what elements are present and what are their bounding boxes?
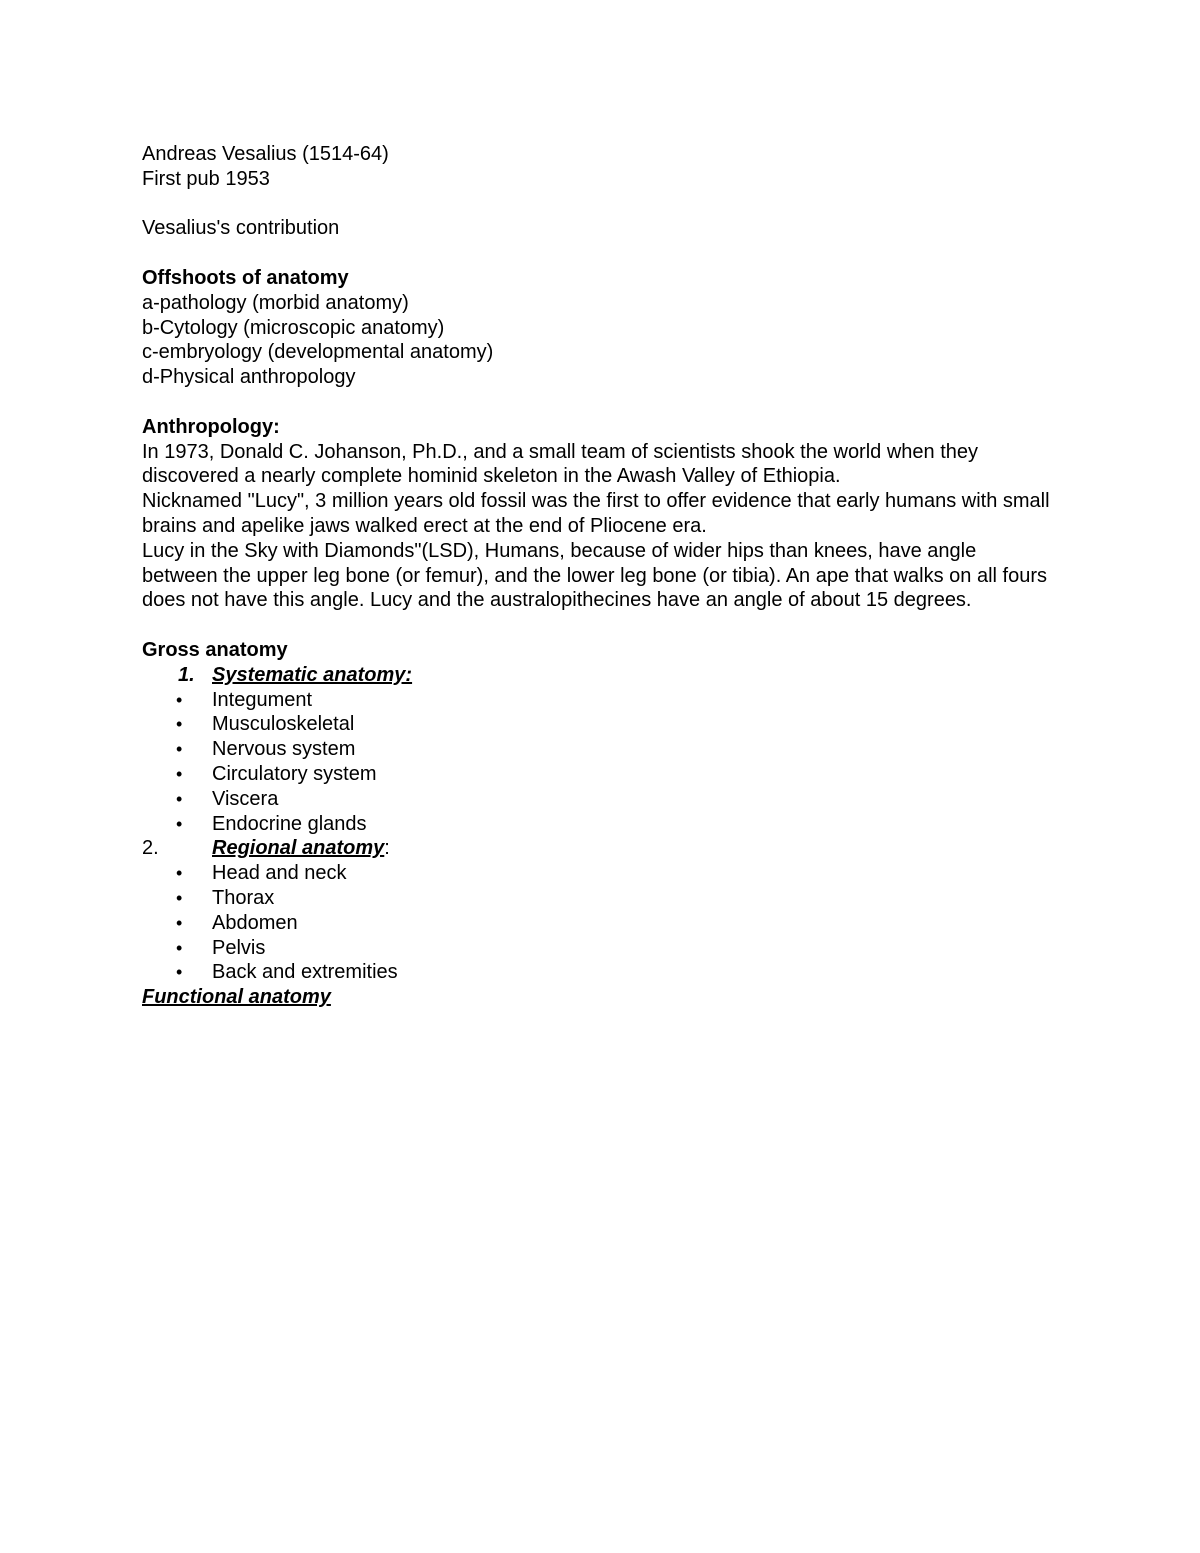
list-item-label: Integument bbox=[212, 688, 313, 711]
list-item bbox=[142, 787, 1062, 812]
author-line: Andreas Vesalius (1514-64) bbox=[142, 143, 389, 165]
document-page bbox=[142, 142, 1062, 1010]
bullet-icon bbox=[142, 812, 212, 837]
list-item-label: Endocrine glands bbox=[212, 812, 367, 835]
bullet-icon bbox=[142, 787, 212, 812]
list-item-label: Nervous system bbox=[212, 738, 356, 761]
list-item bbox=[142, 762, 1062, 787]
list-item-label: Back and extremities bbox=[212, 961, 398, 984]
bullet-icon bbox=[142, 712, 212, 737]
regional-suffix: : bbox=[384, 837, 390, 860]
list-item bbox=[142, 911, 1062, 936]
anthropology-paragraph: Nicknamed "Lucy", 3 million years old fossil was the first to offer evidence that early humans with small brains and apelike jaws walked erect at the end of Pliocene era. bbox=[142, 490, 1050, 537]
bullet-icon bbox=[142, 911, 212, 936]
list-item-label: Circulatory system bbox=[212, 762, 377, 785]
systematic-heading bbox=[142, 663, 1062, 688]
bullet-icon bbox=[142, 688, 212, 713]
bullet-icon bbox=[142, 762, 212, 787]
offshoot-item: a-pathology (morbid anatomy) bbox=[142, 291, 409, 314]
anthropology-paragraph: In 1973, Donald C. Johanson, Ph.D., and a small team of scientists shook the world when they discovered a nearly complete hominid skeleton in the Awash Valley of Ethiopia. bbox=[142, 440, 979, 488]
list-item bbox=[142, 712, 1062, 737]
contribution-line: Vesalius's contribution bbox=[142, 217, 340, 240]
bullet-icon bbox=[142, 861, 212, 886]
publication-line: First pub 1953 bbox=[142, 167, 270, 190]
bullet-icon bbox=[142, 737, 212, 762]
functional-anatomy-heading: Functional anatomy bbox=[142, 986, 331, 1009]
list-item bbox=[142, 861, 1062, 886]
list-number: 1. bbox=[178, 663, 195, 686]
offshoots-heading: Offshoots of anatomy bbox=[142, 266, 349, 289]
list-item-label: Viscera bbox=[212, 787, 279, 810]
blank-line bbox=[142, 613, 1062, 638]
offshoot-item: b-Cytology (microscopic anatomy) bbox=[142, 316, 445, 339]
offshoot-item: c-embryology (developmental anatomy) bbox=[142, 341, 494, 364]
list-number: 2. bbox=[142, 837, 159, 860]
list-item bbox=[142, 936, 1062, 961]
blank-line bbox=[142, 390, 1062, 415]
offshoot-item: d-Physical anthropology bbox=[142, 366, 356, 389]
regional-heading bbox=[142, 836, 1062, 861]
bullet-icon bbox=[142, 960, 212, 985]
anthropology-heading: Anthropology: bbox=[142, 415, 280, 438]
list-item-label: Head and neck bbox=[212, 862, 347, 885]
list-item-label: Pelvis bbox=[212, 936, 266, 959]
systematic-label: Systematic anatomy: bbox=[212, 663, 413, 686]
blank-line bbox=[142, 192, 1062, 217]
list-item bbox=[142, 886, 1062, 911]
gross-anatomy-heading: Gross anatomy bbox=[142, 638, 288, 661]
list-item bbox=[142, 812, 1062, 837]
list-item-label: Thorax bbox=[212, 886, 275, 909]
list-item bbox=[142, 688, 1062, 713]
list-item-label: Abdomen bbox=[212, 911, 298, 934]
blank-line bbox=[142, 241, 1062, 266]
bullet-icon bbox=[142, 886, 212, 911]
bullet-icon bbox=[142, 936, 212, 961]
list-item bbox=[142, 737, 1062, 762]
regional-label: Regional anatomy bbox=[212, 837, 385, 860]
list-item bbox=[142, 960, 1062, 985]
list-item-label: Musculoskeletal bbox=[212, 713, 355, 736]
anthropology-paragraph: Lucy in the Sky with Diamonds"(LSD), Humans, because of wider hips than knees, have angle between the upper leg bone (or femur), and the lower leg bone (or tibia). An ape that walks on all fours does not have this angle. Lucy and the australopithecines have an angle of about 15 degrees. bbox=[142, 539, 1047, 612]
